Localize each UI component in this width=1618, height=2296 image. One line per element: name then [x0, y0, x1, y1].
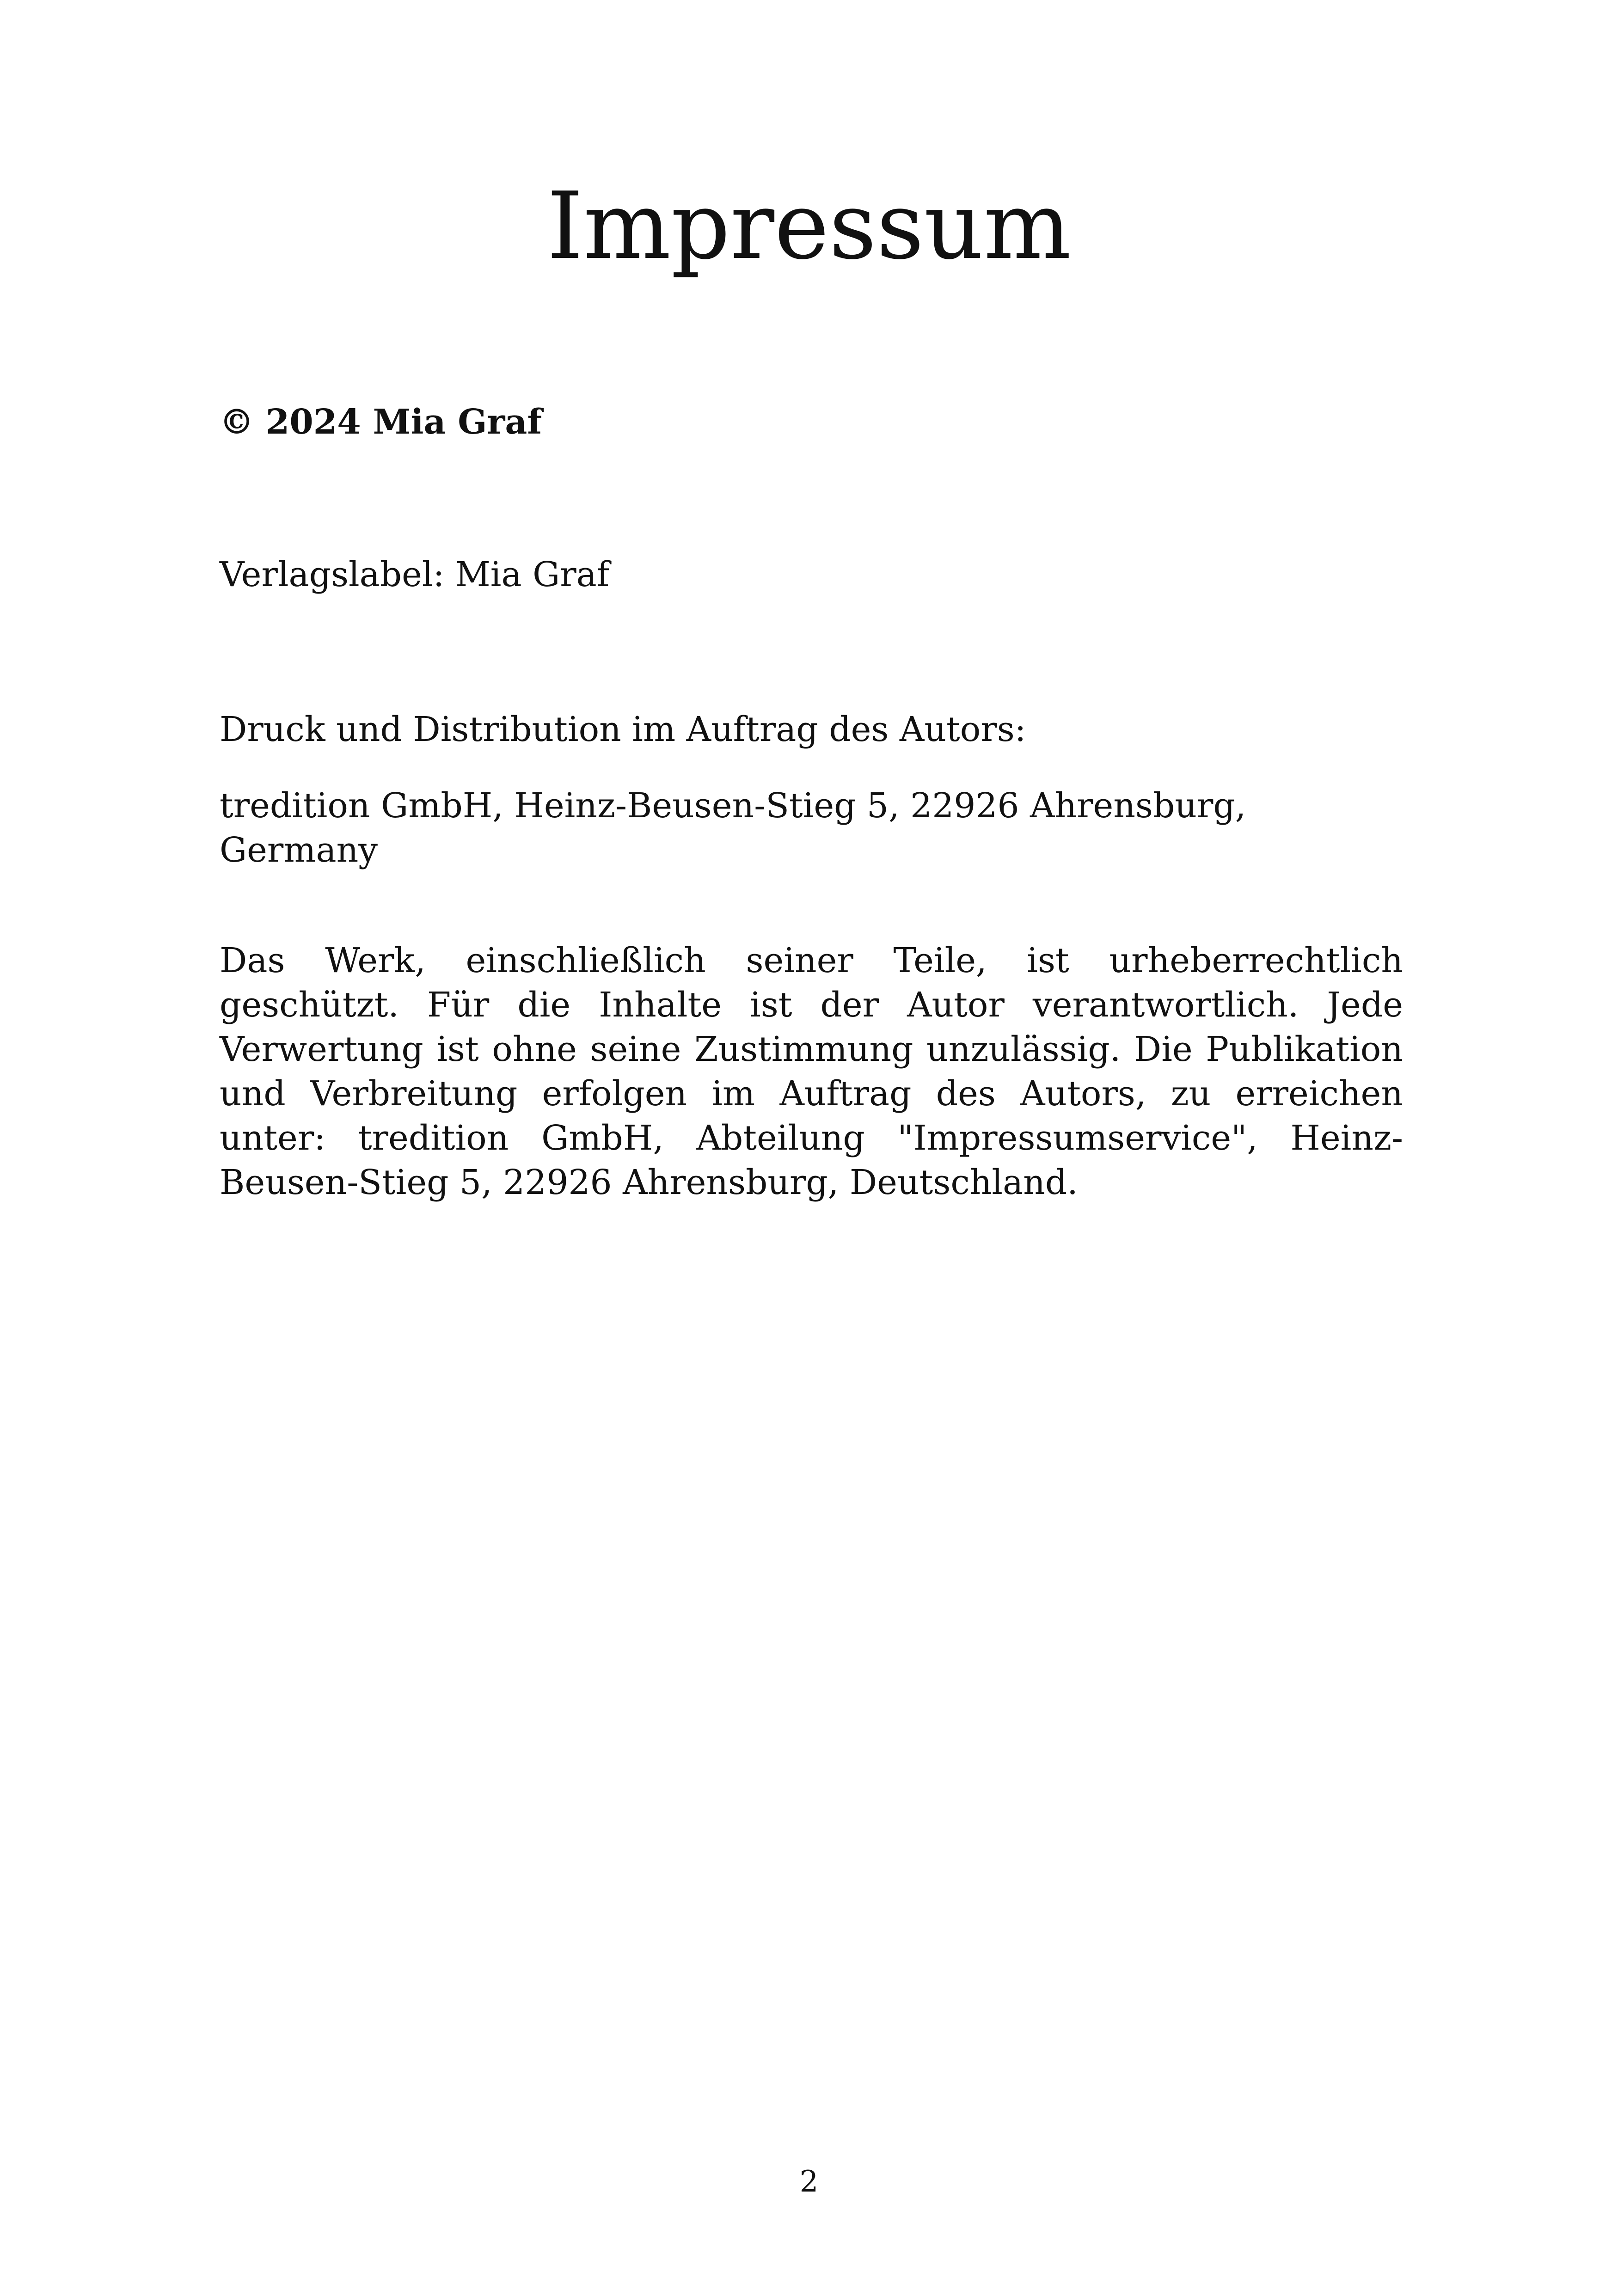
legal-notice: Das Werk, einschließlich seiner Teile, ist urheberrechtlich geschützt. Für die Inhalte ist der Autor verantwortlich. Jede Verwertung ist ohne seine Zustimmung unzulässig. Die Publikation und Verbreitung erfolgen im Auftrag des Autors, zu erreichen unter: tredition GmbH, Abteilung "Impressumservice", Heinz-Beusen-Stieg 5, 22926 Ahrensburg, Deutschland. — [220, 941, 1403, 1202]
copyright-line: © 2024 Mia Graf — [220, 402, 542, 442]
print-distribution-heading: Druck und Distribution im Auftrag des Autors: — [220, 710, 1026, 749]
publisher-label: Verlagslabel: Mia Graf — [220, 555, 610, 594]
page-number: 2 — [799, 2165, 819, 2199]
page-title: Impressum — [546, 172, 1072, 280]
print-distribution-address: tredition GmbH, Heinz-Beusen-Stieg 5, 22926 Ahrensburg, Germany — [220, 786, 1246, 870]
